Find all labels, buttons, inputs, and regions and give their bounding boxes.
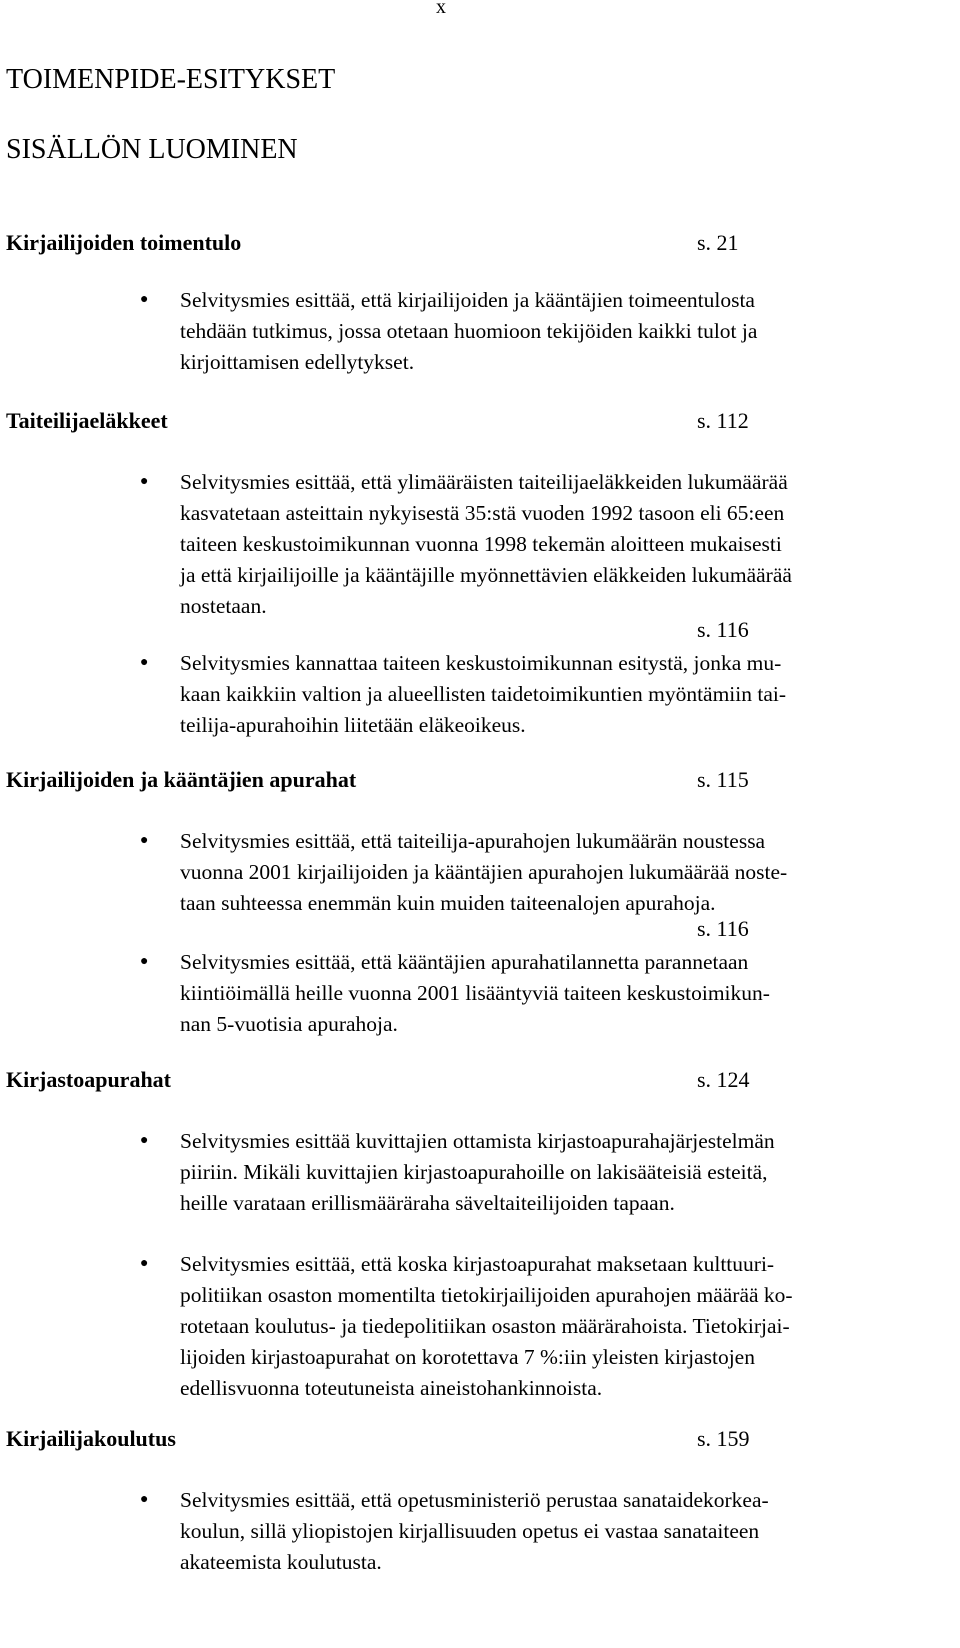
bullet-icon: ● (140, 1492, 149, 1507)
page-ref: s. 112 (697, 408, 749, 433)
bullet-icon: ● (140, 1256, 149, 1271)
page-ref: s. 21 (697, 230, 739, 255)
proposal-paragraph: Selvitysmies esittää, että kääntäjien apurahatilannetta parannetaan kiintiöimällä heille vuonna 2001 lisääntyviä taiteen keskustoimikun- nan 5-vuotisia apurahoja. (180, 950, 770, 1036)
section-heading-kirjastoapurahat: Kirjastoapurahat (6, 1067, 171, 1092)
bullet-icon: ● (140, 954, 149, 969)
page-ref: s. 159 (697, 1426, 750, 1451)
bullet-icon: ● (140, 292, 149, 307)
document-title: TOIMENPIDE-ESITYKSET (6, 64, 336, 95)
page-ref: s. 116 (697, 916, 749, 941)
bullet-icon: ● (140, 655, 149, 670)
page-mark: x (436, 0, 446, 18)
proposal-paragraph: Selvitysmies esittää, että ylimääräisten taiteilijaeläkkeiden lukumäärää kasvatetaan asteittain nykyisestä 35:stä vuoden 1992 tasoon eli 65:een taiteen keskustoimikunnan vuonna 1998 tekemän aloitteen mukaisesti ja että kirjailijoille ja kääntäjille myönnettävien eläkkeiden lukumäärää nostetaan. (180, 470, 792, 618)
proposal-paragraph: Selvitysmies esittää, että koska kirjastoapurahat maksetaan kulttuuri- politiikan osaston momentilta tietokirjailijoiden apurahojen määrää ko- rotetaan koulutus- ja tiedepolitiikan osaston määrärahoista. Tietokirjai- lijoiden kirjastoapurahat on korotettava 7 %:iin yleisten kirjastojen edellisvuonna toteutuneista aineistohankinnoista. (180, 1252, 793, 1400)
section-heading-toimentulo: Kirjailijoiden toimentulo (6, 230, 242, 255)
bullet-icon: ● (140, 833, 149, 848)
section-heading-apurahat: Kirjailijoiden ja kääntäjien apurahat (6, 767, 357, 792)
proposal-paragraph: Selvitysmies esittää, että taiteilija-apurahojen lukumäärän noustessa vuonna 2001 kirjailijoiden ja kääntäjien apurahojen lukumäärää noste- taan suhteessa enemmän kuin muiden taiteenalojen apurahoja. (180, 829, 788, 915)
page-ref: s. 116 (697, 617, 749, 642)
document-subtitle: SISÄLLÖN LUOMINEN (6, 134, 298, 165)
proposal-paragraph: Selvitysmies esittää, että opetusministeriö perustaa sanataidekorkea- koulun, sillä yliopistojen kirjallisuuden opetus ei vastaa sanataiteen akateemista koulutusta. (180, 1488, 769, 1574)
page-ref: s. 124 (697, 1067, 750, 1092)
bullet-icon: ● (140, 1133, 149, 1148)
page-ref: s. 115 (697, 767, 749, 792)
proposal-paragraph: Selvitysmies kannattaa taiteen keskustoimikunnan esitystä, jonka mu- kaan kaikkiin valtion ja alueellisten taidetoimikuntien myöntämiin tai- teilija-apurahoihin liitetään eläkeoikeus. (180, 651, 787, 737)
bullet-icon: ● (140, 474, 149, 489)
section-heading-koulutus: Kirjailijakoulutus (6, 1426, 176, 1451)
proposal-paragraph: Selvitysmies esittää, että kirjailijoiden ja kääntäjien toimeentulosta tehdään tutkimus, jossa otetaan huomioon tekijöiden kaikki tulot ja kirjoittamisen edellytykset. (180, 288, 758, 374)
section-heading-elakkeet: Taiteilijaeläkkeet (6, 408, 168, 433)
proposal-paragraph: Selvitysmies esittää kuvittajien ottamista kirjastoapurahajärjestelmän piiriin. Mikäli kuvittajien kirjastoapurahoille on lakisääteisiä esteitä, heille varataan erillismääräraha säveltaiteilijoiden tapaan. (180, 1129, 775, 1215)
